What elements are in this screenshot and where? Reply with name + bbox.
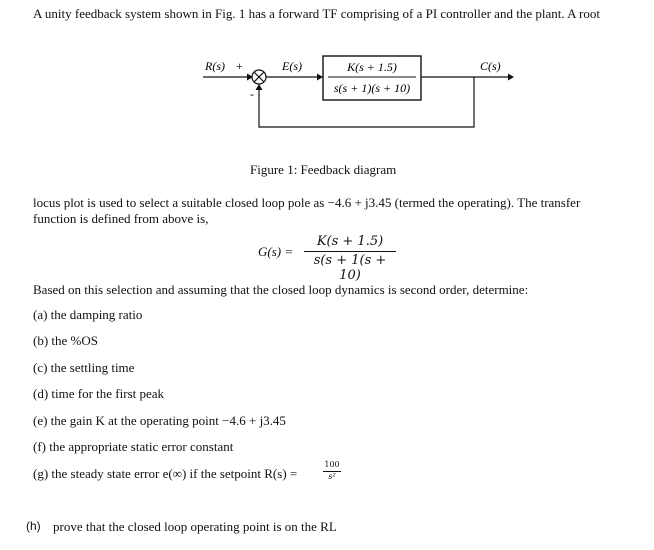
setpoint-denominator: s² (328, 471, 336, 481)
question-item-h: prove that the closed loop operating point is on the RL (53, 519, 337, 534)
question-intro: Based on this selection and assuming that the closed loop dynamics is second order, determine: (33, 282, 529, 297)
figure-caption: Figure 1: Feedback diagram (250, 162, 397, 177)
question-item-b: (b) the %OS (33, 333, 98, 348)
equation-numerator: K(s + 1.5) (316, 234, 384, 249)
question-item-g: (g) the steady state error e(∞) if the setpoint R(s) = (33, 466, 298, 481)
output-label: C(s) (480, 59, 501, 73)
equation-fraction-bar (304, 251, 396, 252)
question-item-c: (c) the settling time (33, 360, 135, 375)
tf-numerator: K(s + 1.5) (347, 60, 397, 74)
equation-fraction (304, 235, 396, 283)
input-label: R(s) (205, 59, 225, 73)
question-item-f: (f) the appropriate static error constant (33, 439, 234, 454)
output-arrowhead (508, 74, 514, 81)
equation-denominator: s(s + 1(s + 10) (313, 253, 387, 283)
feedback-block-diagram (0, 40, 654, 180)
plus-sign: + (236, 59, 243, 73)
error-arrowhead (317, 74, 323, 81)
intro-line: A unity feedback system shown in Fig. 1 has a forward TF comprising of a PI controller and the plant. A root (33, 6, 600, 21)
minus-sign: - (250, 87, 254, 101)
error-label: E(s) (282, 59, 302, 73)
question-item-h-label: (h) (26, 519, 41, 533)
tf-denominator: s(s + 1)(s + 10) (333, 81, 411, 95)
question-item-d: (d) time for the first peak (33, 386, 165, 401)
question-item-a: (a) the damping ratio (33, 307, 143, 322)
feedback-arrowhead (256, 84, 263, 90)
question-item-e: (e) the gain K at the operating point −4.6 + j3.45 (33, 413, 286, 428)
paragraph-line-1: locus plot is used to select a suitable closed loop pole as −4.6 + j3.45 (termed the operating). The transfer (33, 195, 581, 210)
equation-lhs: G(s) = (258, 244, 294, 259)
paragraph-line-2: function is defined from above is, (33, 211, 209, 226)
setpoint-fraction (323, 461, 341, 482)
setpoint-numerator: 100 (324, 460, 340, 469)
